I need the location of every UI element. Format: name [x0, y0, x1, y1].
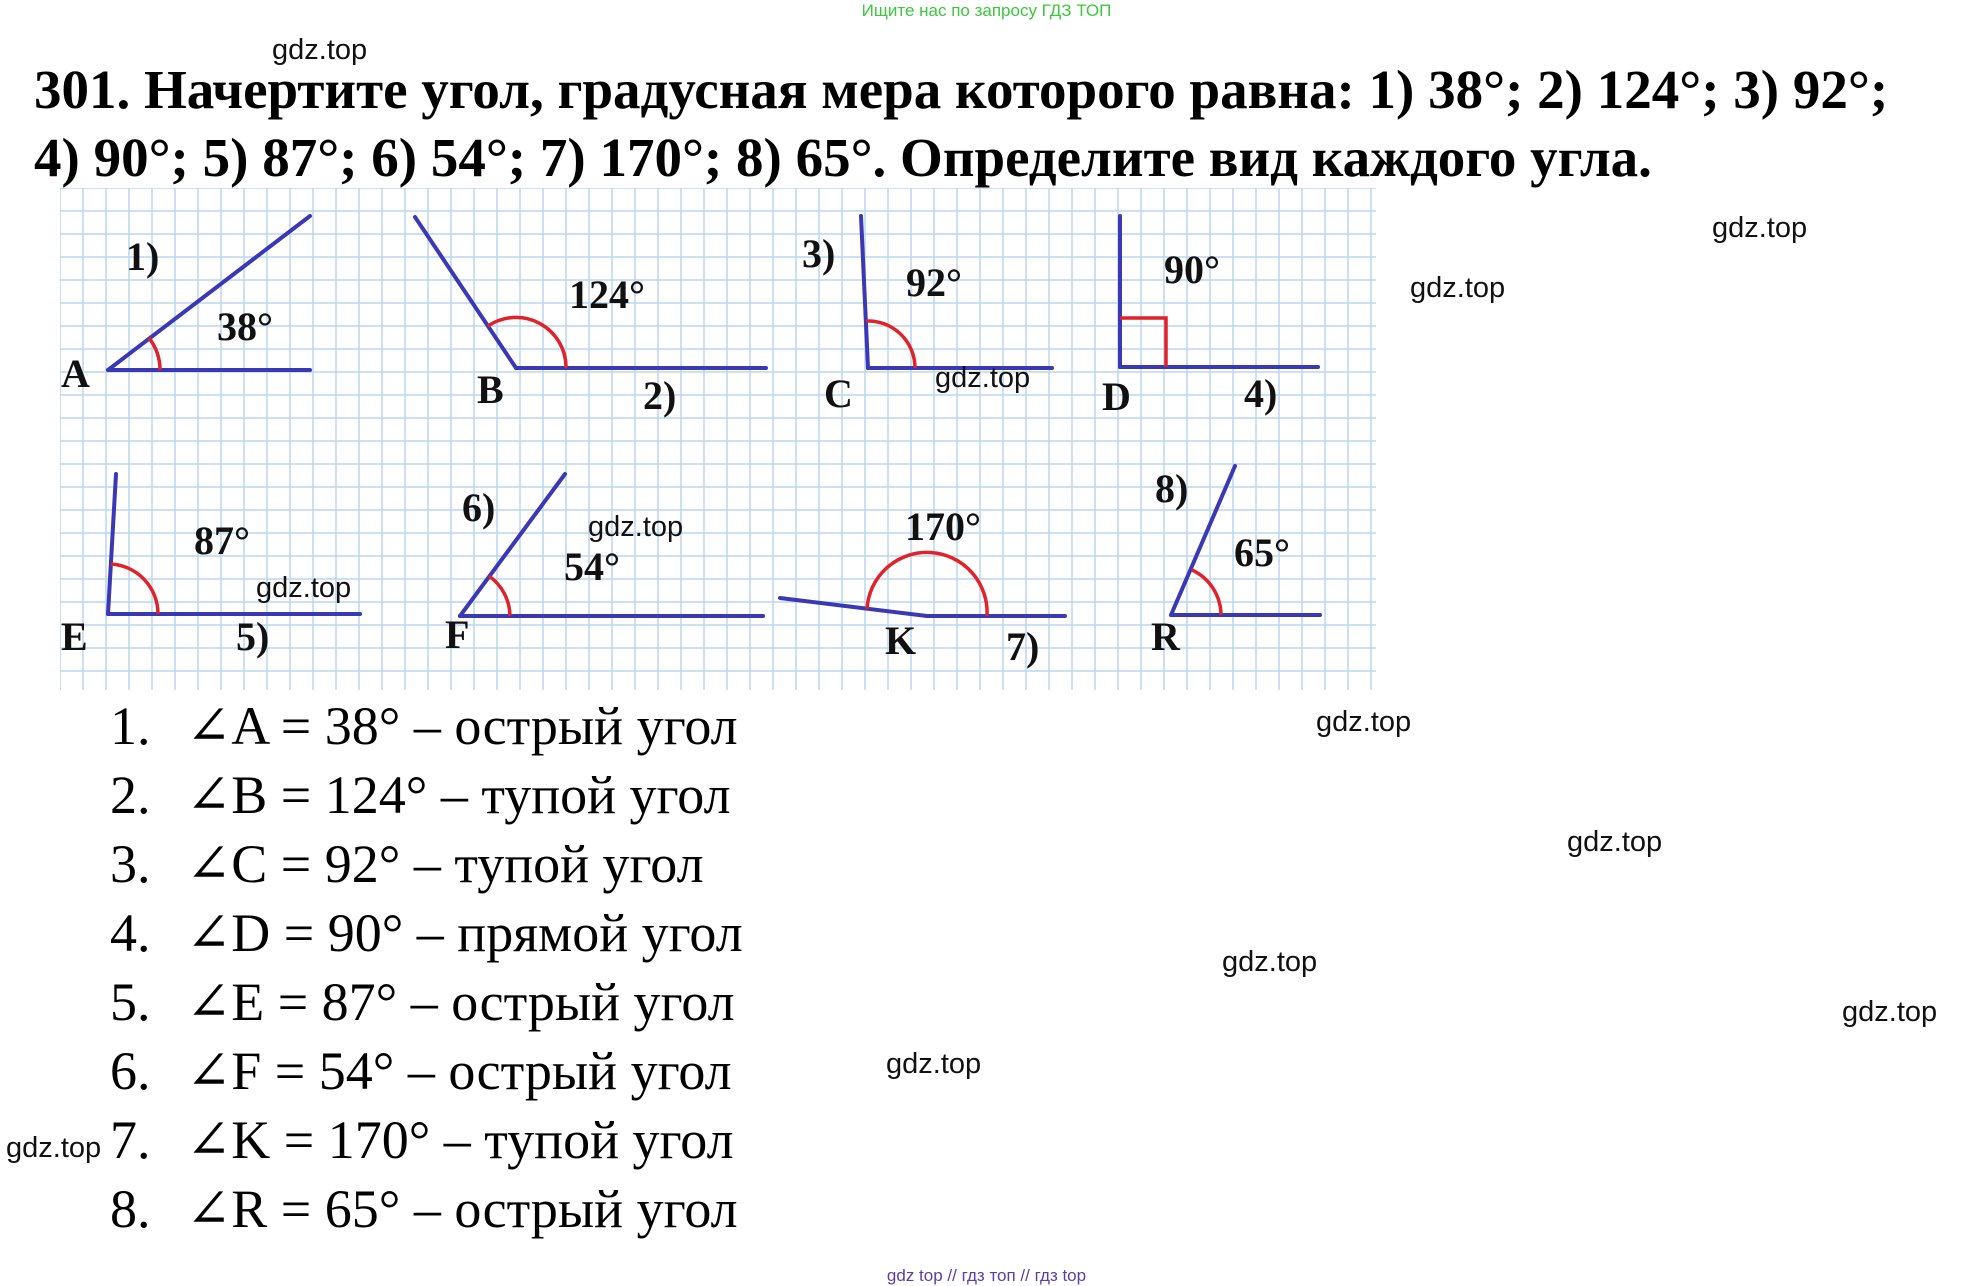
angle-2-ray: [415, 217, 516, 368]
angle-4-degrees: 90°: [1164, 247, 1220, 292]
angle-6-vertex: F: [445, 612, 470, 657]
watermark: gdz.top: [1712, 212, 1808, 244]
watermark: gdz.top: [1567, 826, 1663, 858]
angle-6: [445, 474, 763, 657]
answer-text: ∠R = 65° – острый угол: [186, 1179, 738, 1239]
angle-1-arc: [149, 338, 160, 370]
angle-3-vertex: C: [824, 371, 853, 416]
answer-text: ∠F = 54° – острый угол: [186, 1041, 732, 1101]
answer-number: 4.: [110, 903, 151, 963]
watermark: gdz.top: [256, 572, 352, 604]
answer-item: [110, 899, 743, 968]
watermark: gdz.top: [1842, 996, 1938, 1028]
answer-number: 5.: [110, 972, 151, 1032]
angle-5-arc: [111, 564, 158, 614]
answer-text: ∠C = 92° – тупой угол: [186, 834, 704, 894]
angle-8-arc: [1192, 570, 1221, 615]
angle-5-degrees: 87°: [194, 518, 250, 563]
answer-number: 6.: [110, 1041, 151, 1101]
watermark: gdz.top: [1222, 946, 1318, 978]
angle-7-degrees: 170°: [905, 504, 981, 549]
angle-2: [415, 217, 766, 418]
answer-text: ∠K = 170° – тупой угол: [186, 1110, 734, 1170]
angle-5-number: 5): [236, 614, 270, 659]
watermark: gdz.top: [935, 362, 1031, 394]
footer-note: gdz top // гдз топ // гдз top: [886, 1266, 1087, 1285]
answer-number: 3.: [110, 834, 151, 894]
angle-4-number: 4): [1244, 371, 1278, 416]
angle-8-vertex: R: [1151, 614, 1180, 659]
top-note: Ищите нас по запросу ГДЗ ТОП: [861, 1, 1112, 20]
angle-5-vertex: E: [61, 614, 88, 659]
watermark: gdz.top: [6, 1132, 102, 1164]
answers-list: [110, 692, 743, 1244]
angle-6-degrees: 54°: [564, 544, 620, 589]
angles-figure: [60, 188, 1376, 690]
angle-1: [61, 216, 310, 396]
answer-text: ∠E = 87° – острый угол: [186, 972, 735, 1032]
answer-number: 2.: [110, 765, 151, 825]
answer-number: 7.: [110, 1110, 151, 1170]
angles-drawing: [60, 188, 1376, 690]
answer-item: [110, 692, 743, 761]
answer-text: ∠A = 38° – острый угол: [186, 696, 738, 756]
angle-7-arc: [867, 552, 987, 616]
answer-item: [110, 1175, 743, 1244]
angle-2-vertex: B: [477, 367, 504, 412]
angle-3-number: 3): [802, 231, 836, 276]
angle-5-ray: [108, 474, 116, 614]
angle-7-vertex: K: [885, 618, 917, 663]
answer-text: ∠B = 124° – тупой угол: [186, 765, 731, 825]
answer-item: [110, 968, 743, 1037]
angle-8: [1151, 466, 1320, 659]
watermark: gdz.top: [1410, 272, 1506, 304]
angle-6-number: 6): [462, 485, 496, 530]
angle-7-number: 7): [1006, 624, 1040, 669]
answer-item: [110, 830, 743, 899]
task-statement: 301. Начертите угол, градусная мера которого равна: 1) 38°; 2) 124°; 3) 92°; 4) 90°; 5) 87°; 6) 54°; 7) 170°; 8) 65°. Определите вид каждого угла.: [34, 59, 1889, 188]
angle-1-number: 1): [126, 234, 160, 279]
angle-8-number: 8): [1155, 466, 1189, 511]
angle-3-arc: [866, 321, 915, 368]
watermark: gdz.top: [886, 1048, 982, 1080]
angle-3-degrees: 92°: [906, 260, 962, 305]
watermark: gdz.top: [588, 511, 684, 543]
answer-text: ∠D = 90° – прямой угол: [186, 903, 743, 963]
angle-6-arc: [489, 576, 510, 616]
angle-7-ray: [780, 598, 927, 616]
angle-2-number: 2): [643, 373, 677, 418]
answer-item: [110, 761, 743, 830]
watermark: gdz.top: [1316, 706, 1412, 738]
angle-4-vertex: D: [1102, 374, 1131, 419]
answer-item: [110, 1037, 743, 1106]
angle-2-degrees: 124°: [569, 272, 645, 317]
answer-number: 1.: [110, 696, 151, 756]
angle-1-degrees: 38°: [217, 304, 273, 349]
angle-7: [780, 504, 1065, 669]
angle-8-degrees: 65°: [1234, 530, 1290, 575]
angle-1-vertex: A: [61, 351, 90, 396]
answer-item: [110, 1106, 743, 1175]
watermark: gdz.top: [272, 34, 368, 66]
answer-number: 8.: [110, 1179, 151, 1239]
